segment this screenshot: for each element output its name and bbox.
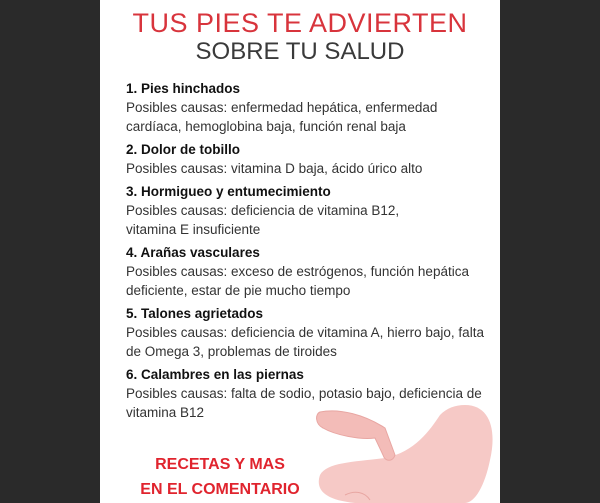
item-body: Posibles causas: falta de sodio, potasio bajo, deficiencia de vitamina B12 <box>126 386 482 420</box>
item-heading: 6. Calambres en las piernas <box>126 367 304 382</box>
item-heading: 5. Talones agrietados <box>126 306 264 321</box>
list-item <box>126 140 491 178</box>
title-line-2: SOBRE TU SALUD <box>195 38 405 65</box>
item-body: Posibles causas: enfermedad hepática, enfermedad cardíaca, hemoglobina baja, función renal baja <box>126 100 438 134</box>
item-heading: 2. Dolor de tobillo <box>126 142 240 157</box>
item-heading: 3. Hormigueo y entumecimiento <box>126 184 331 199</box>
list-item <box>126 79 491 136</box>
item-body: Posibles causas: deficiencia de vitamina A, hierro bajo, falta de Omega 3, problemas de tiroides <box>126 325 484 359</box>
item-body: Posibles causas: exceso de estrógenos, función hepática deficiente, estar de pie mucho tiempo <box>126 264 469 298</box>
list-item <box>126 243 491 300</box>
list-item <box>126 182 406 239</box>
symptom-list <box>126 79 491 426</box>
list-item <box>126 304 491 361</box>
item-body: Posibles causas: deficiencia de vitamina B12, vitamina E insuficiente <box>126 203 400 237</box>
list-item <box>126 365 491 422</box>
cta-line-1: RECETAS Y MAS <box>155 456 285 473</box>
item-body: Posibles causas: vitamina D baja, ácido úrico alto <box>126 161 423 176</box>
cta-line-2: EN EL COMENTARIO <box>140 481 300 498</box>
item-heading: 4. Arañas vasculares <box>126 245 260 260</box>
cta-text <box>120 452 320 502</box>
item-heading: 1. Pies hinchados <box>126 81 241 96</box>
title-line-1: TUS PIES TE ADVIERTEN <box>132 8 468 38</box>
infographic-panel <box>100 0 500 503</box>
